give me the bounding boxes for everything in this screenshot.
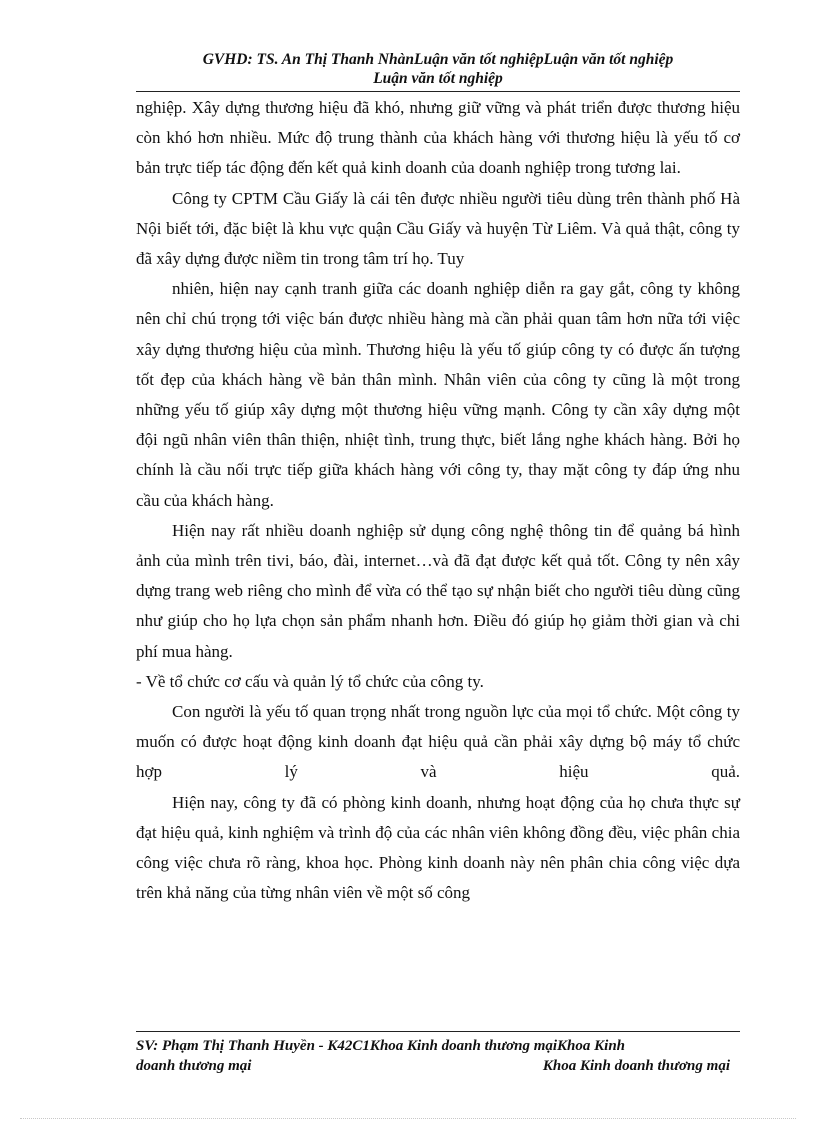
footer-line-2-left: doanh thương mại	[136, 1058, 252, 1074]
paragraph: nhiên, hiện nay cạnh tranh giữa các doanh nghiệp diễn ra gay gắt, công ty không nên chỉ chú trọng tới việc bán được nhiều hàng mà cần phải quan tâm hơn nữa tới việc xây dựng thương hiệu của mình. Thương hiệu là yếu tố giúp công ty có được ấn tượng tốt đẹp của khách hàng về bản thân mình. Nhân viên của công ty cũng là một trong những yếu tố giúp xây dựng một thương hiệu vững mạnh. Công ty cần xây dựng một đội ngũ nhân viên thân thiện, nhiệt tình, trung thực, biết lắng nghe khách hàng. Bởi họ chính là cầu nối trực tiếp giữa khách hàng với công ty, thay mặt công ty đáp ứng nhu cầu của khách hàng.	[136, 279, 740, 510]
footer-line-2	[136, 1056, 730, 1076]
page-footer	[136, 1036, 730, 1076]
footer-line-1: SV: Phạm Thị Thanh Huyền - K42C1Khoa Kinh doanh thương mạiKhoa Kinh	[136, 1038, 626, 1054]
paragraph: Công ty CPTM Cầu Giấy là cái tên được nhiều người tiêu dùng trên thành phố Hà Nội biết tới, đặc biệt là khu vực quận Cầu Giấy và huyện Từ Liêm. Và quả thật, công ty đã xây dựng được niềm tin trong tâm trí họ. Tuy	[136, 188, 740, 269]
paragraph-continuation: nghiệp. Xây dựng thương hiệu đã khó, nhưng giữ vững và phát triển được thương hiệu còn khó hơn nhiều. Mức độ trung thành của khách hàng với thương hiệu là yếu tố cơ bản trực tiếp tác động đến kết quả kinh doanh của doanh nghiệp trong tương lai.	[136, 98, 740, 178]
document-body	[136, 93, 740, 908]
header-line-2: Luận văn tốt nghiệp	[373, 70, 503, 87]
header-divider	[136, 91, 740, 92]
page-header	[136, 50, 740, 88]
page-bottom-border	[20, 1118, 796, 1119]
paragraph: Con người là yếu tố quan trọng nhất trong nguồn lực của mọi tổ chức. Một công ty muốn có được hoạt động kinh doanh đạt hiệu quả cần phải xây dựng bộ máy tổ chức hợp lý và hiệu quả.	[136, 702, 740, 782]
footer-line-2-right: Khoa Kinh doanh thương mại	[542, 1058, 730, 1074]
header-line-1: GVHD: TS. An Thị Thanh NhànLuận văn tốt nghiệpLuận văn tốt nghiệp	[202, 51, 674, 68]
footer-divider	[136, 1031, 740, 1032]
paragraph: Hiện nay rất nhiều doanh nghiệp sử dụng công nghệ thông tin để quảng bá hình ảnh của mình trên tivi, báo, đài, internet…và đã đạt được kết quả tốt. Công ty nên xây dựng trang web riêng cho mình để vừa có thể tạo sự nhận biết cho người tiêu dùng cũng như giúp cho họ lựa chọn sản phẩm nhanh hơn. Điều đó giúp họ giảm thời gian và chi phí mua hàng.	[136, 520, 740, 661]
paragraph: Hiện nay, công ty đã có phòng kinh doanh, nhưng hoạt động của họ chưa thực sự đạt hiệu quả, kinh nghiệm và trình độ của các nhân viên không đồng đều, việc phân chia công việc chưa rõ ràng, khoa học. Phòng kinh doanh này nên phân chia công việc dựa trên khả năng của từng nhân viên về một số công	[136, 792, 740, 903]
section-bullet: - Về tổ chức cơ cấu và quản lý tổ chức của công ty.	[136, 671, 484, 691]
